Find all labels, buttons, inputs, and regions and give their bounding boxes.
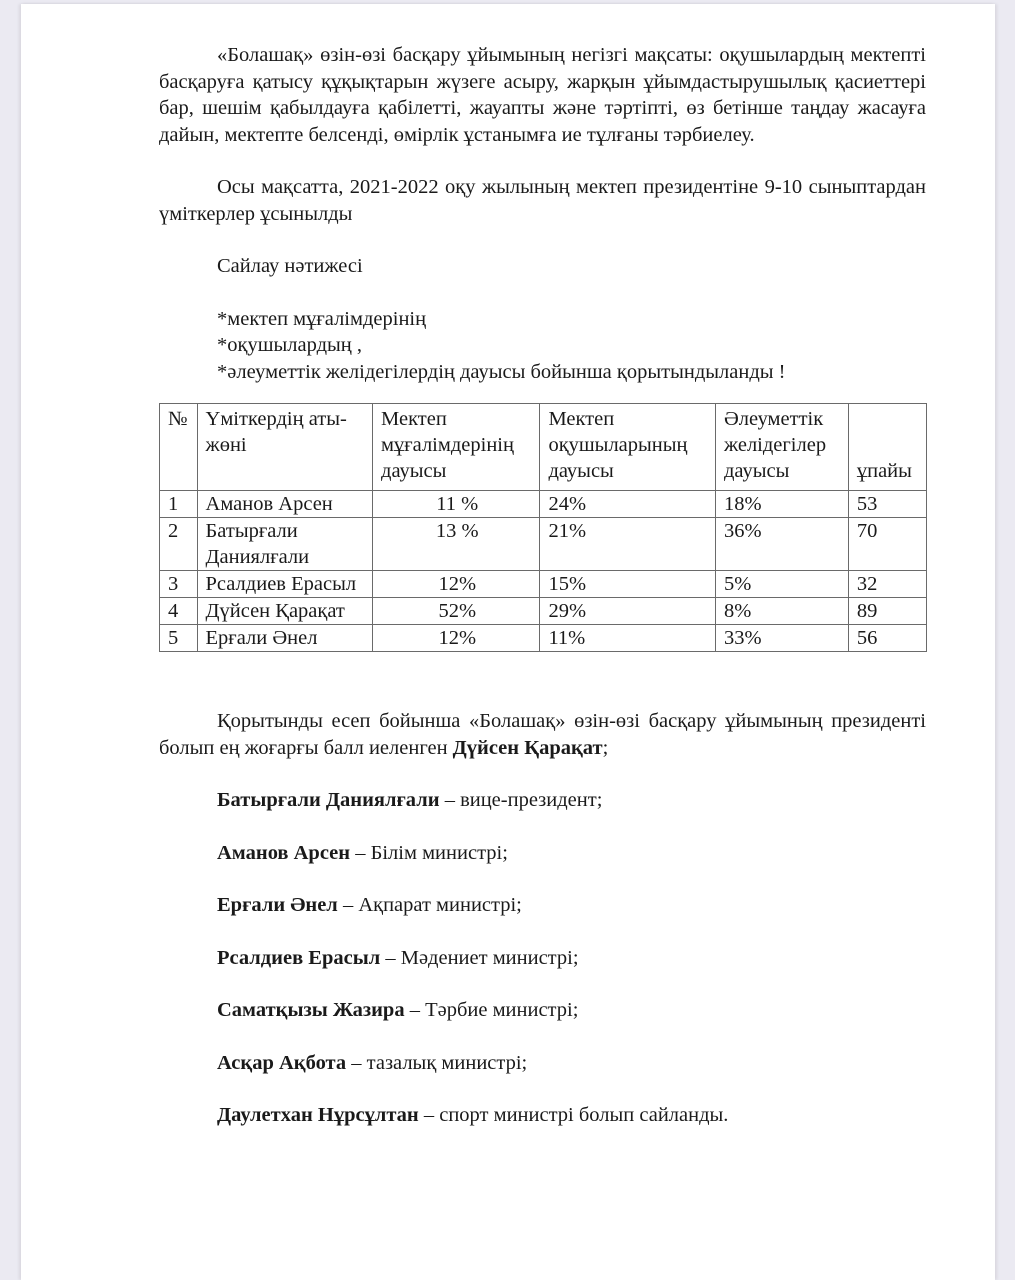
cell-students: 29% [540, 598, 716, 625]
criteria-list [159, 306, 926, 386]
role-person: Батырғали Даниялғали [217, 789, 440, 811]
cell-students: 24% [540, 491, 716, 518]
cell-points: 32 [848, 571, 926, 598]
header-teachers-vote: Мектеп мұғалімдерінің дауысы [373, 404, 540, 491]
conclusion-paragraph [159, 708, 926, 761]
cell-number: 3 [160, 571, 198, 598]
cell-points: 70 [848, 518, 926, 571]
cell-teachers: 52% [373, 598, 540, 625]
criteria-item: *мектеп мұғалімдерінің [217, 307, 427, 330]
cell-points: 56 [848, 625, 926, 652]
cell-students: 11% [540, 625, 716, 652]
header-number: № [160, 404, 198, 491]
cell-number: 4 [160, 598, 198, 625]
cell-teachers: 12% [373, 625, 540, 652]
role-person: Асқар Ақбота [217, 1051, 347, 1074]
cell-social: 33% [715, 625, 848, 652]
election-results-table [159, 403, 927, 652]
cell-name: Рсалдиев Ерасыл [197, 571, 373, 598]
cell-name: Аманов Арсен [197, 491, 373, 518]
header-points: ұпайы [848, 404, 926, 491]
table-row [160, 625, 927, 652]
goal-paragraph: «Болашақ» өзін-өзі басқару ұйымының негізгі мақсаты: оқушылардың мектепті басқаруға қатысу құқықтарын жүзеге асыру, жарқын ұйымдастырушылық қасиеттері бар, шешім қабылдауға қабілетті, жауапты және тәртіпті, өз бетінше таңдау жасауға дайын, мектепте белсенді, өмірлік ұстанымға ие тұлғаны тәрбиелеу. [159, 44, 926, 146]
cell-students: 21% [540, 518, 716, 571]
cell-points: 89 [848, 598, 926, 625]
role-item [217, 1102, 926, 1129]
role-item [217, 892, 926, 919]
conclusion-text: Қорытынды есеп бойынша «Болашақ» өзін-өзі басқару ұйымының президенті болып ең жоғарғы балл иеленген [159, 710, 926, 759]
cell-social: 18% [715, 491, 848, 518]
criteria-item: *әлеуметтік желідегілердің дауысы бойынша қорытындыланды ! [217, 360, 786, 383]
results-heading: Сайлау нәтижесі [217, 255, 363, 277]
table-row [160, 598, 927, 625]
header-social-vote: Әлеуметтік желідегілер дауысы [715, 404, 848, 491]
role-title: – Тәрбие министрі; [404, 999, 579, 1021]
role-person: Даулетхан Нұрсұлтан [217, 1104, 419, 1126]
cell-social: 8% [715, 598, 848, 625]
document-page [21, 4, 995, 1280]
cell-number: 1 [160, 491, 198, 518]
cell-social: 5% [715, 571, 848, 598]
role-person: Саматқызы Жазира [217, 999, 405, 1021]
table-row [160, 518, 927, 571]
cell-points: 53 [848, 491, 926, 518]
header-candidate-name: Үміткердің аты-жөні [197, 404, 373, 491]
roles-list [159, 787, 926, 1129]
conclusion-end: ; [602, 736, 609, 759]
cell-name: Ерғали Әнел [197, 625, 373, 652]
cell-name: Дүйсен Қарақат [197, 598, 373, 625]
cell-number: 5 [160, 625, 198, 652]
role-item [217, 997, 926, 1024]
role-person: Ерғали Әнел [217, 894, 338, 916]
role-item [217, 945, 926, 972]
role-title: – вице-президент; [439, 789, 603, 811]
cell-name: Батырғали Даниялғали [197, 518, 373, 571]
candidates-paragraph: Осы мақсатта, 2021-2022 оқу жылының мектеп президентіне 9-10 сыныптардан үміткерлер ұсынылды [159, 176, 926, 225]
role-item [217, 1050, 926, 1077]
role-item [217, 840, 926, 867]
role-person: Аманов Арсен [217, 841, 351, 864]
cell-students: 15% [540, 571, 716, 598]
president-name: Дүйсен Қарақат [452, 736, 603, 759]
role-title: – Білім министрі; [350, 841, 508, 864]
cell-number: 2 [160, 518, 198, 571]
role-title: – Мәдениет министрі; [380, 946, 579, 969]
role-title: – Ақпарат министрі; [337, 894, 522, 916]
role-title: – спорт министрі болып сайланды. [418, 1104, 729, 1126]
table-row [160, 571, 927, 598]
role-title: – тазалық министрі; [346, 1051, 528, 1074]
cell-teachers: 11 % [373, 491, 540, 518]
criteria-item: *оқушылардың , [217, 334, 363, 356]
table-row [160, 491, 927, 518]
cell-social: 36% [715, 518, 848, 571]
role-person: Рсалдиев Ерасыл [217, 946, 381, 969]
cell-teachers: 13 % [373, 518, 540, 571]
table-header-row [160, 404, 927, 491]
document-content [159, 42, 926, 1155]
cell-teachers: 12% [373, 571, 540, 598]
role-item [217, 787, 926, 814]
header-students-vote: Мектеп оқушыларының дауысы [540, 404, 716, 491]
